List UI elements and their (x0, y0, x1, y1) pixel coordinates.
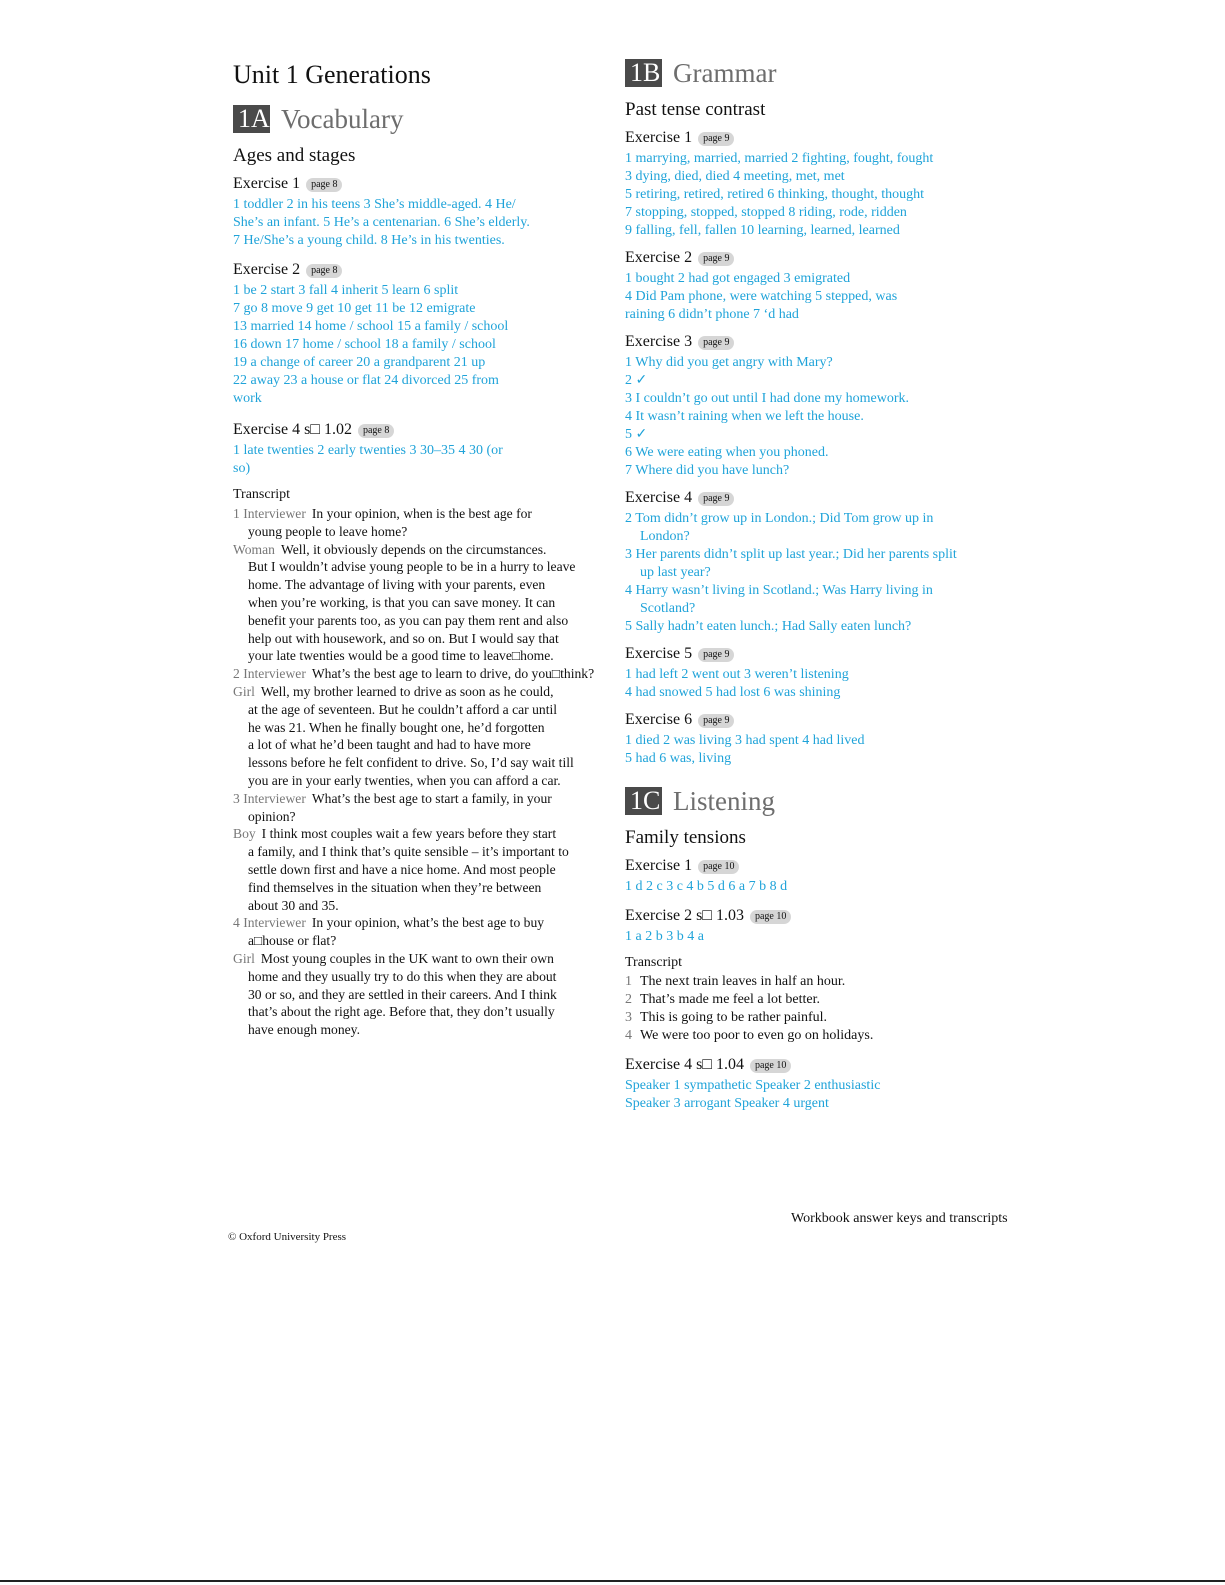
answer-line: 9 falling, fell, fallen 10 learning, learned, learned (625, 223, 900, 238)
speech-line: lessons before he felt confident to drive. So, I’d say wait till (248, 755, 574, 771)
transcript-turn (233, 790, 623, 826)
exercise-heading (625, 332, 1045, 352)
speech-line: that’s about the right age. Before that, they don’t usually (248, 1004, 555, 1020)
answer-line: 3 dying, died, died 4 meeting, met, met (625, 169, 845, 184)
page-pill: page 10 (750, 910, 791, 924)
answer-line: 16 down 17 home / school 18 a family / school (233, 337, 496, 352)
transcript-turn (233, 914, 623, 950)
answer-block (625, 666, 1045, 702)
speech-line: young people to leave home? (248, 523, 408, 539)
exercise-label: Exercise 1 (625, 857, 693, 874)
transcript-title: Transcript (625, 955, 683, 970)
speech-line: at the age of seventeen. But he couldn’t afford a car until (248, 701, 558, 717)
section-1b-header (625, 58, 1045, 88)
speech-line: Most young couples in the UK want to own their own (260, 950, 554, 966)
page-pill: page 9 (698, 252, 734, 266)
answer-line: 19 a change of career 20 a grandparent 21 up (233, 355, 486, 370)
answer-line: She’s an infant. 5 He’s a centenarian. 6 She’s elderly. (233, 215, 530, 230)
answer-line: work (233, 391, 262, 406)
speech-line: In your opinion, what’s the best age to buy (311, 915, 545, 931)
speech-line: What’s the best age to learn to drive, do you□think? (311, 666, 595, 682)
transcript-turn (233, 950, 623, 1039)
answer-block (625, 928, 1045, 946)
exercise-label: Exercise 3 (625, 333, 693, 350)
answer-line: so) (233, 461, 251, 476)
speech-line: But I wouldn’t advise young people to be in a hurry to leave (248, 559, 576, 575)
answer-line: 13 married 14 home / school 15 a family / school (233, 319, 509, 334)
page-pill: page 9 (698, 336, 734, 350)
page-pill: page 9 (698, 132, 734, 146)
exercise-heading (625, 644, 1045, 664)
line-text: We were too poor to even go on holidays. (640, 1028, 874, 1043)
exercise-heading (625, 856, 1045, 876)
answer-line: 1 a 2 b 3 b 4 a (625, 929, 704, 944)
topic-title: Family tensions (625, 827, 746, 848)
transcript-turn (233, 683, 623, 790)
answer-line: 1 died 2 was living 3 had spent 4 had lived (625, 733, 865, 748)
speech-line: a lot of what he’d been taught and had to have more (248, 737, 531, 753)
answer-item: 6 We were eating when you phoned. (625, 445, 829, 460)
transcript-line (625, 973, 1045, 991)
page-pill: page 9 (698, 492, 734, 506)
answer-block (625, 150, 1045, 240)
answer-block (233, 196, 623, 250)
page-pill: page 10 (698, 860, 739, 874)
answer-line: 1 toddler 2 in his teens 3 She’s middle-aged. 4 He/ (233, 197, 516, 212)
exercise-label: Exercise 5 (625, 645, 693, 662)
answer-item: 3 I couldn’t go out until I had done my homework. (625, 391, 909, 406)
answer-line: 5 retiring, retired, retired 6 thinking, thought, thought (625, 187, 924, 202)
exercise-heading (233, 260, 623, 280)
exercise-label: Exercise 4 (625, 489, 693, 506)
speaker-label: 2 Interviewer (233, 666, 306, 682)
exercise-heading (625, 710, 1045, 730)
section-title: Vocabulary (281, 104, 404, 134)
transcript-turn (233, 825, 623, 914)
exercise-heading (625, 128, 1045, 148)
line-text: The next train leaves in half an hour. (640, 974, 846, 989)
answer-item: 3 Her parents didn’t split up last year.; Did her parents split up last year? (625, 547, 957, 580)
transcript-turn (233, 541, 623, 666)
speech-line: find themselves in the situation when they’re between (248, 879, 542, 895)
answer-item: 1 Why did you get angry with Mary? (625, 355, 833, 370)
speaker-label: Boy (233, 826, 256, 842)
speech-line: when you’re working, is that you can save money. It can (248, 594, 556, 610)
answer-line: 5 had 6 was, living (625, 751, 732, 766)
speech-line: What’s the best age to start a family, in your (311, 790, 552, 806)
speech-line: benefit your parents too, as you can pay them rent and also (248, 612, 569, 628)
answer-block (625, 732, 1045, 768)
exercise-label: Exercise 4 s□ 1.02 (233, 421, 352, 438)
exercise-heading (233, 174, 623, 194)
answer-list (625, 510, 970, 636)
page-pill: page 9 (698, 648, 734, 662)
speaker-label: Girl (233, 683, 255, 699)
answer-line: raining 6 didn’t phone 7 ‘d had (625, 307, 799, 322)
exercise-label: Exercise 2 (625, 249, 693, 266)
page-pill: page 8 (306, 264, 342, 278)
line-number: 4 (625, 1028, 632, 1043)
answer-item: 7 Where did you have lunch? (625, 463, 790, 478)
answer-line: 7 He/She’s a young child. 8 He’s in his twenties. (233, 233, 505, 248)
answer-line: 7 go 8 move 9 get 10 get 11 be 12 emigrate (233, 301, 476, 316)
answer-block (625, 270, 1045, 324)
answer-line: 1 bought 2 had got engaged 3 emigrated (625, 271, 851, 286)
answer-list (625, 354, 1045, 480)
speech-line: a family, and I think that’s quite sensible – it’s important to (248, 844, 569, 860)
section-1a-header (233, 104, 623, 134)
section-badge: 1C (625, 787, 662, 815)
answer-block (233, 282, 623, 408)
exercise-label: Exercise 2 (233, 261, 301, 278)
answer-block (625, 878, 1045, 896)
line-number: 2 (625, 992, 632, 1007)
exercise-label: Exercise 1 (233, 175, 301, 192)
speech-line: have enough money. (248, 1022, 360, 1038)
copyright: © Oxford University Press (228, 1231, 347, 1243)
line-text: This is going to be rather painful. (640, 1010, 828, 1025)
speech-line: about 30 and 35. (248, 897, 339, 913)
section-1c-header (625, 786, 1045, 816)
line-number: 3 (625, 1010, 632, 1025)
answer-line: Speaker 3 arrogant Speaker 4 urgent (625, 1096, 829, 1111)
speech-line: I think most couples wait a few years before they start (261, 826, 557, 842)
speech-line: a□house or flat? (248, 933, 337, 949)
exercise-label: Exercise 2 s□ 1.03 (625, 907, 744, 924)
transcript (233, 505, 623, 1039)
answer-item: 5 ✓ (625, 427, 648, 442)
answer-line: 1 marrying, married, married 2 fighting, fought, fought (625, 151, 934, 166)
exercise-heading (625, 248, 1045, 268)
page-pill: page 10 (750, 1059, 791, 1073)
transcript-line (625, 1009, 1045, 1027)
answer-line: 7 stopping, stopped, stopped 8 riding, rode, ridden (625, 205, 907, 220)
page-pill: page 9 (698, 714, 734, 728)
transcript-line (625, 1027, 1045, 1045)
speaker-label: Woman (233, 541, 275, 557)
speech-line: 30 or so, and they are settled in their careers. And I think (248, 986, 557, 1002)
transcript-line (625, 991, 1045, 1009)
speaker-label: 3 Interviewer (233, 790, 306, 806)
speech-line: home and they usually try to do this when they are about (248, 968, 557, 984)
speech-line: you are in your early twenties, when you can afford a car. (248, 772, 561, 788)
section-badge: 1A (233, 105, 270, 133)
answer-line: Speaker 1 sympathetic Speaker 2 enthusiastic (625, 1078, 881, 1093)
speaker-label: 1 Interviewer (233, 506, 306, 521)
line-number: 1 (625, 974, 632, 989)
answer-line: 22 away 23 a house or flat 24 divorced 25 from (233, 373, 499, 388)
speech-line: help out with housework, and so on. But I would say that (248, 630, 559, 646)
speech-line: Well, my brother learned to drive as soon as he could, (260, 683, 554, 699)
speech-line: In your opinion, when is the best age for (311, 506, 532, 521)
speech-line: he was 21. When he finally bought one, he’d forgotten (248, 719, 545, 735)
exercise-heading (233, 420, 623, 440)
answer-block (625, 1077, 1045, 1113)
answer-line: 4 had snowed 5 had lost 6 was shining (625, 685, 841, 700)
answer-item: 4 Harry wasn’t living in Scotland.; Was Harry living in Scotland? (625, 583, 933, 616)
exercise-label: Exercise 6 (625, 711, 693, 728)
topic-title: Past tense contrast (625, 99, 766, 120)
speech-line: your late twenties would be a good time to leave□home. (248, 648, 554, 664)
exercise-heading (625, 906, 1045, 926)
page-pill: page 8 (306, 178, 342, 192)
answer-line: 1 late twenties 2 early twenties 3 30–35 4 30 (or (233, 443, 503, 458)
answer-line: 1 be 2 start 3 fall 4 inherit 5 learn 6 split (233, 283, 459, 298)
line-text: That’s made me feel a lot better. (640, 992, 820, 1007)
page-pill: page 8 (358, 424, 394, 438)
transcript-turn (233, 665, 623, 683)
answer-line: 1 d 2 c 3 c 4 b 5 d 6 a 7 b 8 d (625, 879, 788, 894)
topic-title: Ages and stages (233, 145, 356, 166)
footer-title: Workbook answer keys and transcripts (791, 1211, 1008, 1226)
speech-line: Well, it obviously depends on the circumstances. (280, 541, 547, 557)
exercise-label: Exercise 4 s□ 1.04 (625, 1056, 744, 1073)
transcript-title: Transcript (233, 487, 291, 502)
unit-title: Unit 1 Generations (233, 60, 431, 89)
section-title: Grammar (673, 58, 777, 88)
right-column (625, 58, 1045, 1113)
speaker-label: 4 Interviewer (233, 915, 306, 931)
answer-item: 2 ✓ (625, 373, 648, 388)
speech-line: settle down first and have a nice home. And most people (248, 861, 556, 877)
speech-line: home. The advantage of living with your parents, even (248, 577, 546, 593)
answer-line: 4 Did Pam phone, were watching 5 stepped, was (625, 289, 898, 304)
answer-item: 4 It wasn’t raining when we left the house. (625, 409, 864, 424)
exercise-heading (625, 488, 1045, 508)
answer-item: 5 Sally hadn’t eaten lunch.; Had Sally eaten lunch? (625, 619, 912, 634)
section-badge: 1B (625, 59, 662, 87)
transcript-list (625, 973, 1045, 1045)
exercise-heading (625, 1055, 1045, 1075)
section-title: Listening (673, 786, 775, 816)
bottom-divider (0, 1580, 1225, 1582)
transcript-turn (233, 505, 623, 541)
speaker-label: Girl (233, 950, 255, 966)
exercise-label: Exercise 1 (625, 129, 693, 146)
answer-line: 1 had left 2 went out 3 weren’t listening (625, 667, 849, 682)
answer-item: 2 Tom didn’t grow up in London.; Did Tom grow up in London? (625, 511, 934, 544)
speech-line: opinion? (248, 808, 296, 824)
answer-block (233, 442, 623, 478)
left-column (233, 58, 623, 1039)
